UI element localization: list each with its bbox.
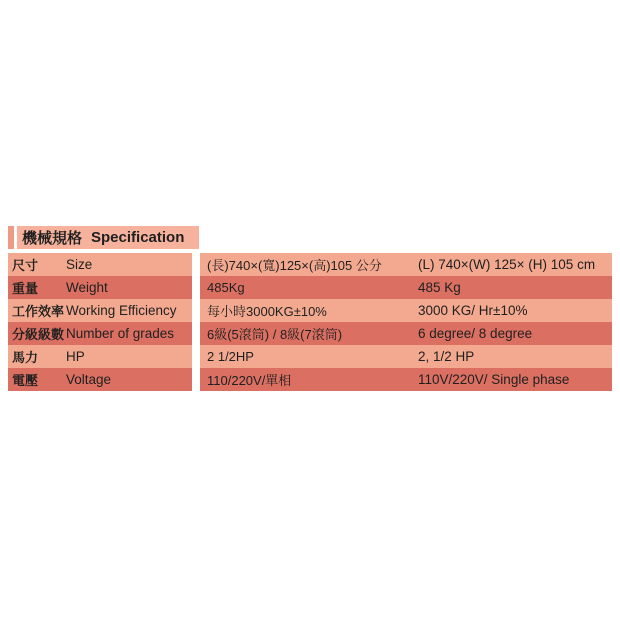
section-title-en: Specification bbox=[91, 229, 185, 246]
row-values bbox=[200, 368, 612, 391]
label-en: Number of grades bbox=[66, 326, 175, 341]
table-row-size bbox=[8, 253, 612, 276]
label-en: Voltage bbox=[66, 372, 112, 387]
title-accent-bar bbox=[8, 226, 14, 249]
section-title-zh: 機械規格 bbox=[22, 230, 83, 247]
value-en: 6 degree/ 8 degree bbox=[418, 326, 533, 341]
value-en: 3000 KG/ Hr±10% bbox=[418, 303, 528, 318]
section-title bbox=[17, 226, 199, 249]
value-zh: 485Kg bbox=[207, 280, 245, 295]
table-row-voltage bbox=[8, 368, 612, 391]
table-row-hp bbox=[8, 345, 612, 368]
value-en: 485 Kg bbox=[418, 280, 461, 295]
row-labels bbox=[8, 322, 192, 345]
label-zh: 重量 bbox=[12, 281, 39, 296]
row-values bbox=[200, 345, 612, 368]
row-values bbox=[200, 322, 612, 345]
row-values bbox=[200, 276, 612, 299]
value-en: (L) 740×(W) 125× (H) 105 cm bbox=[418, 257, 596, 272]
value-en: 2, 1/2 HP bbox=[418, 349, 475, 364]
table-row-working-efficiency bbox=[8, 299, 612, 322]
column-gap bbox=[192, 368, 200, 391]
row-labels bbox=[8, 299, 192, 322]
section-title-row bbox=[8, 226, 612, 249]
row-labels bbox=[8, 276, 192, 299]
table-row-weight bbox=[8, 276, 612, 299]
label-zh: 分級級數 bbox=[12, 327, 65, 342]
value-zh: 2 1/2HP bbox=[207, 349, 254, 364]
row-labels bbox=[8, 345, 192, 368]
value-en: 110V/220V/ Single phase bbox=[418, 372, 570, 387]
label-en: HP bbox=[66, 349, 85, 364]
label-zh: 尺寸 bbox=[12, 258, 39, 273]
label-zh: 馬力 bbox=[12, 350, 39, 365]
column-gap bbox=[192, 253, 200, 276]
specification-section bbox=[8, 226, 612, 391]
label-zh: 工作效率 bbox=[12, 304, 65, 319]
table-row-number-of-grades bbox=[8, 322, 612, 345]
value-zh: 110/220V/單相 bbox=[207, 373, 292, 388]
row-values bbox=[200, 253, 612, 276]
label-zh: 電壓 bbox=[12, 373, 39, 388]
column-gap bbox=[192, 322, 200, 345]
label-en: Size bbox=[66, 257, 93, 272]
row-labels bbox=[8, 253, 192, 276]
column-gap bbox=[192, 299, 200, 322]
label-en: Weight bbox=[66, 280, 108, 295]
column-gap bbox=[192, 276, 200, 299]
spec-table bbox=[8, 253, 612, 391]
label-en: Working Efficiency bbox=[66, 303, 177, 318]
row-labels bbox=[8, 368, 192, 391]
value-zh: 6級(5滾筒) / 8級(7滾筒) bbox=[207, 327, 343, 342]
value-zh: 每小時3000KG±10% bbox=[207, 304, 327, 319]
column-gap bbox=[192, 345, 200, 368]
row-values bbox=[200, 299, 612, 322]
value-zh: (長)740×(寬)125×(高)105 公分 bbox=[207, 258, 382, 273]
